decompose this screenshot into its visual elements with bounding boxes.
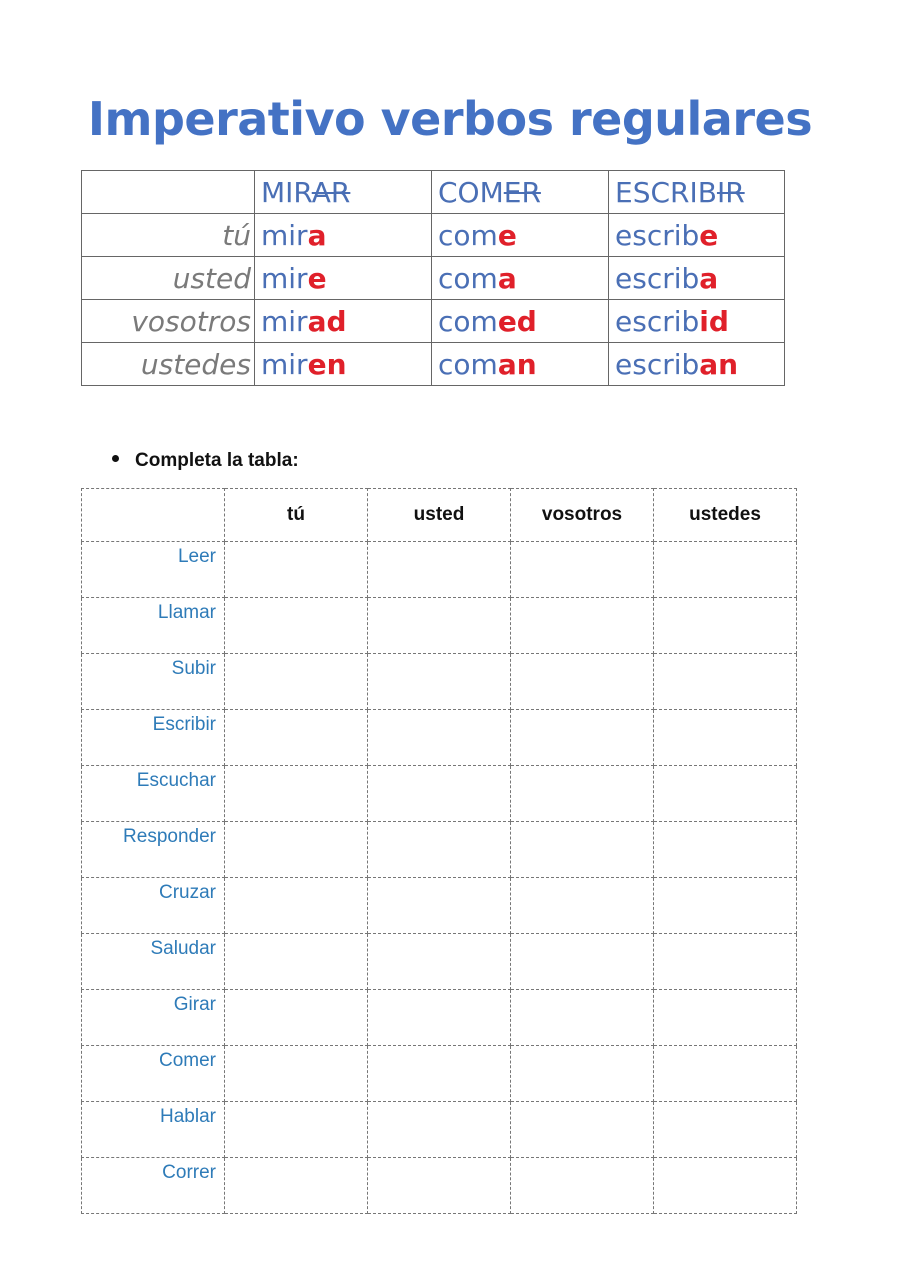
form-ending: id [699,304,729,338]
answer-cell[interactable] [368,990,511,1046]
exercise-instruction [112,450,299,472]
pronoun-label: ustedes [82,343,255,386]
form-ending: en [307,347,347,381]
form-stem: com [438,218,498,252]
form-ending: e [307,261,327,295]
answer-cell[interactable] [654,542,797,598]
verb-label: Escuchar [82,766,225,822]
answer-cell[interactable] [654,766,797,822]
verb-label: Comer [82,1046,225,1102]
exercise-row [82,654,797,710]
answer-cell[interactable] [511,1102,654,1158]
answer-cell[interactable] [225,654,368,710]
form-cell [432,214,609,257]
answer-cell[interactable] [225,1046,368,1102]
answer-cell[interactable] [225,822,368,878]
exercise-row [82,1102,797,1158]
answer-cell[interactable] [225,766,368,822]
form-ending: a [307,218,327,252]
verb-label: Correr [82,1158,225,1214]
answer-cell[interactable] [225,878,368,934]
form-stem: escrib [615,304,700,338]
infinitive-ending: ER [503,175,541,209]
answer-cell[interactable] [511,990,654,1046]
exercise-row [82,1046,797,1102]
header-comer [432,171,609,214]
answer-cell[interactable] [654,1158,797,1214]
answer-cell[interactable] [368,1158,511,1214]
column-header-vosotros: vosotros [511,489,654,542]
form-stem: escrib [615,218,700,252]
answer-cell[interactable] [654,1046,797,1102]
answer-cell[interactable] [368,598,511,654]
form-stem: com [438,347,498,381]
answer-cell[interactable] [225,542,368,598]
verb-label: Cruzar [82,878,225,934]
answer-cell[interactable] [511,710,654,766]
pronoun-label: vosotros [82,300,255,343]
form-cell [432,300,609,343]
answer-cell[interactable] [654,598,797,654]
answer-cell[interactable] [654,710,797,766]
form-cell [255,343,432,386]
answer-cell[interactable] [225,598,368,654]
conjugation-header-row [82,171,785,214]
infinitive-stem: ESCRIB [615,175,717,209]
exercise-row [82,710,797,766]
answer-cell[interactable] [225,710,368,766]
exercise-header-row [82,489,797,542]
form-ending: e [497,218,517,252]
answer-cell[interactable] [368,1046,511,1102]
form-stem: escrib [615,347,700,381]
answer-cell[interactable] [511,822,654,878]
verb-label: Girar [82,990,225,1046]
form-cell [255,214,432,257]
form-cell [255,300,432,343]
answer-cell[interactable] [511,542,654,598]
bullet-icon [112,455,119,462]
exercise-row [82,598,797,654]
empty-corner-cell [82,171,255,214]
instruction-text: Completa la tabla: [135,450,299,471]
form-stem: mir [261,304,308,338]
answer-cell[interactable] [511,1158,654,1214]
conjugation-row-usted [82,257,785,300]
column-header-tu: tú [225,489,368,542]
answer-cell[interactable] [368,934,511,990]
empty-corner-cell [82,489,225,542]
infinitive-stem: MIR [261,175,312,209]
form-ending: an [497,347,537,381]
exercise-row [82,766,797,822]
form-stem: com [438,304,498,338]
answer-cell[interactable] [654,878,797,934]
pronoun-label: usted [82,257,255,300]
form-cell [432,257,609,300]
infinitive-stem: COM [438,175,504,209]
verb-label: Hablar [82,1102,225,1158]
answer-cell[interactable] [225,1102,368,1158]
answer-cell[interactable] [654,990,797,1046]
form-cell [609,214,785,257]
exercise-row [82,822,797,878]
form-ending: a [699,261,719,295]
verb-label: Leer [82,542,225,598]
form-ending: an [699,347,739,381]
answer-cell[interactable] [368,542,511,598]
conjugation-row-vosotros [82,300,785,343]
exercise-row [82,1158,797,1214]
verb-label: Saludar [82,934,225,990]
exercise-row [82,990,797,1046]
answer-cell[interactable] [368,822,511,878]
answer-cell[interactable] [511,934,654,990]
answer-cell[interactable] [654,654,797,710]
answer-cell[interactable] [368,654,511,710]
form-cell [609,257,785,300]
form-cell [609,300,785,343]
answer-cell[interactable] [654,934,797,990]
exercise-table [81,488,797,1214]
verb-label: Escribir [82,710,225,766]
conjugation-row-ustedes [82,343,785,386]
answer-cell[interactable] [511,766,654,822]
form-cell [609,343,785,386]
form-cell [255,257,432,300]
answer-cell[interactable] [654,1102,797,1158]
form-stem: com [438,261,498,295]
answer-cell[interactable] [368,878,511,934]
form-cell [432,343,609,386]
verb-label: Llamar [82,598,225,654]
column-header-ustedes: ustedes [654,489,797,542]
page-title: Imperativo verbos regulares [87,92,813,146]
answer-cell[interactable] [654,822,797,878]
answer-cell[interactable] [225,990,368,1046]
answer-cell[interactable] [368,710,511,766]
exercise-row [82,878,797,934]
form-stem: mir [261,347,308,381]
answer-cell[interactable] [368,766,511,822]
infinitive-ending: IR [716,175,745,209]
header-mirar [255,171,432,214]
form-ending: e [699,218,719,252]
infinitive-ending: AR [311,175,351,209]
form-ending: ed [497,304,537,338]
form-stem: escrib [615,261,700,295]
answer-cell[interactable] [511,878,654,934]
pronoun-label: tú [82,214,255,257]
conjugation-row-tu [82,214,785,257]
form-stem: mir [261,261,308,295]
form-ending: ad [307,304,347,338]
verb-label: Responder [82,822,225,878]
conjugation-table [81,170,785,386]
answer-cell[interactable] [511,1046,654,1102]
exercise-row [82,934,797,990]
exercise-row [82,542,797,598]
column-header-usted: usted [368,489,511,542]
answer-cell[interactable] [368,1102,511,1158]
answer-cell[interactable] [225,1158,368,1214]
answer-cell[interactable] [511,598,654,654]
form-ending: a [497,261,517,295]
form-stem: mir [261,218,308,252]
answer-cell[interactable] [511,654,654,710]
verb-label: Subir [82,654,225,710]
header-escribir [609,171,785,214]
answer-cell[interactable] [225,934,368,990]
